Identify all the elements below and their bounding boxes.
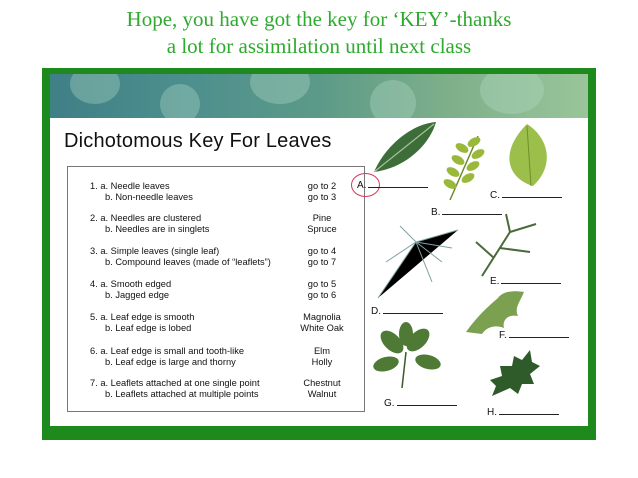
spruce-leaf-icon	[470, 212, 540, 278]
holly-leaf-icon	[486, 346, 542, 402]
pine-leaf-icon	[372, 222, 460, 300]
key-result: go to 6	[307, 290, 337, 300]
key-step: 3. a. Simple leaves (single leaf)	[90, 246, 220, 256]
walnut-leaf-icon	[440, 132, 488, 202]
key-result: go to 3	[307, 192, 337, 202]
leaf-label-a: A.	[357, 178, 428, 191]
leaf-label-g: G.	[384, 396, 457, 409]
caption-line-2: a lot for assimilation until next class	[166, 34, 472, 58]
key-step: b. Non-needle leaves	[105, 192, 193, 202]
leaf-label-h: H.	[487, 405, 559, 418]
key-result: Pine	[312, 213, 332, 223]
leaf-label-d: D.	[371, 304, 443, 317]
key-result: Elm	[313, 346, 330, 356]
decorative-banner	[50, 74, 588, 118]
key-result: go to 2	[307, 181, 337, 191]
key-step: 6. a. Leaf edge is small and tooth-like	[90, 346, 245, 356]
key-result: Holly	[311, 357, 333, 367]
key-step: 1. a. Needle leaves	[90, 181, 170, 191]
key-result: White Oak	[300, 323, 344, 333]
leaf-label-b: B.	[431, 205, 502, 218]
elm-leaf-icon	[497, 122, 557, 190]
key-result: go to 4	[307, 246, 337, 256]
key-step: b. Leaf edge is large and thorny	[105, 357, 236, 367]
magnolia-leaf-icon	[370, 118, 440, 176]
key-result: Spruce	[307, 224, 337, 234]
key-result: go to 5	[307, 279, 337, 289]
key-step: b. Leaf edge is lobed	[105, 323, 192, 333]
key-step: 7. a. Leaflets attached at one single point	[90, 378, 260, 388]
key-result: go to 7	[307, 257, 337, 267]
key-step: 4. a. Smooth edged	[90, 279, 172, 289]
key-result: Magnolia	[303, 312, 341, 322]
key-step: b. Compound leaves (made of “leaflets”)	[105, 257, 271, 267]
leaf-label-f: F.	[499, 328, 569, 341]
key-step: 5. a. Leaf edge is smooth	[90, 312, 195, 322]
key-step: b. Leaflets attached at multiple points	[105, 389, 259, 399]
dichotomous-key-table	[67, 166, 365, 412]
key-step: b. Jagged edge	[105, 290, 170, 300]
key-step: b. Needles are in singlets	[105, 224, 210, 234]
key-title: Dichotomous Key For Leaves	[64, 130, 332, 152]
leaf-label-e: E.	[490, 274, 561, 287]
caption-line-1: Hope, you have got the key for ‘KEY’-thanks	[126, 7, 512, 31]
key-result: Walnut	[307, 389, 337, 399]
key-step: 2. a. Needles are clustered	[90, 213, 202, 223]
key-result: Chestnut	[303, 378, 341, 388]
leaf-label-c: C.	[490, 188, 562, 201]
slide-caption	[0, 6, 638, 60]
chestnut-leaf-icon	[372, 318, 442, 390]
